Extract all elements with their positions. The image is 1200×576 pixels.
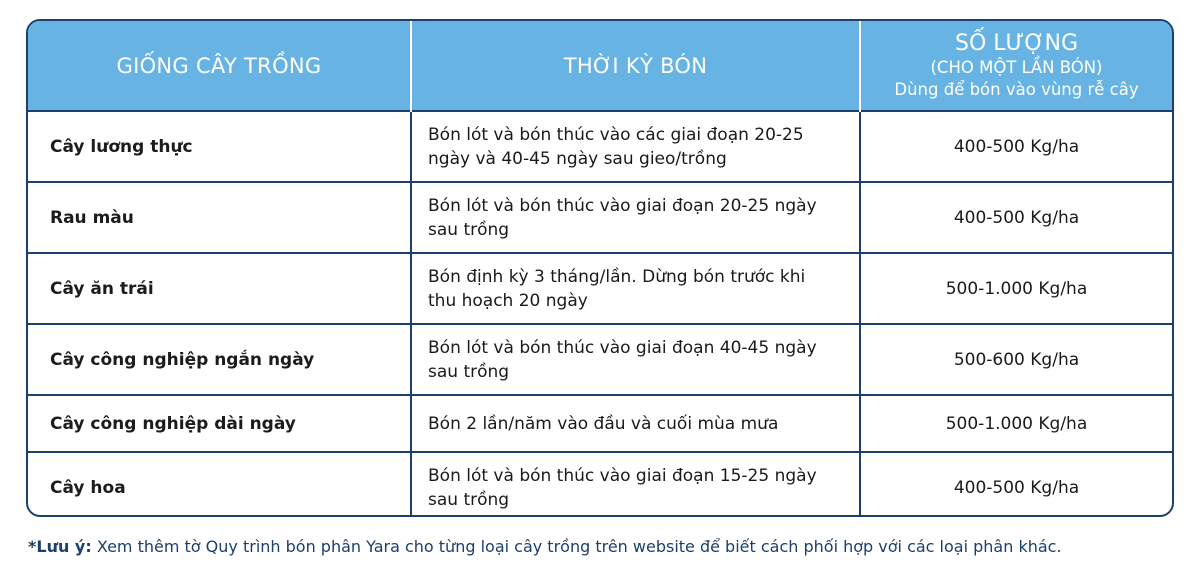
header-quantity: [860, 21, 1172, 111]
period-cell: [411, 395, 860, 452]
quantity-cell: 400-500 Kg/ha: [860, 111, 1172, 182]
quantity-cell: 500-600 Kg/ha: [860, 324, 1172, 395]
period-line: sau trồng: [428, 490, 510, 510]
crop-cell: Cây công nghiệp ngắn ngày: [28, 324, 411, 395]
quantity-cell: 400-500 Kg/ha: [860, 452, 1172, 517]
header-period-label: THỜI KỲ BÓN: [563, 53, 708, 78]
header-crop: [28, 21, 411, 111]
period-cell: [411, 182, 860, 253]
period-line: ngày và 40-45 ngày sau gieo/trồng: [428, 148, 727, 169]
crop-cell: Cây hoa: [28, 452, 411, 517]
period-cell: [411, 324, 860, 395]
table-row: [28, 253, 1172, 324]
quantity-cell: 500-1.000 Kg/ha: [860, 395, 1172, 452]
footnote-label: *Lưu ý:: [28, 537, 92, 556]
period-line: thu hoạch 20 ngày: [428, 290, 588, 311]
table-body: [28, 111, 1172, 517]
quantity-cell: 400-500 Kg/ha: [860, 182, 1172, 253]
header-crop-label: GIỐNG CÂY TRỒNG: [116, 53, 322, 78]
crop-cell: Cây công nghiệp dài ngày: [28, 395, 411, 452]
crop-cell: Rau màu: [28, 182, 411, 253]
header-row: [28, 21, 1172, 111]
period-line: Bón định kỳ 3 tháng/lần. Dừng bón trước khi: [428, 266, 806, 287]
header-period: [411, 21, 860, 111]
table-row: [28, 395, 1172, 452]
period-line: sau trồng: [428, 219, 510, 240]
period-line: Bón 2 lần/năm vào đầu và cuối mùa mưa: [428, 413, 779, 434]
table-row: [28, 452, 1172, 517]
table-row: [28, 324, 1172, 395]
period-line: Bón lót và bón thúc vào giai đoạn 20-25 ngày: [428, 195, 817, 216]
quantity-cell: 500-1.000 Kg/ha: [860, 253, 1172, 324]
table-row: [28, 111, 1172, 182]
period-line: Bón lót và bón thúc vào giai đoạn 40-45 ngày: [428, 337, 817, 358]
footnote-text: Xem thêm tờ Quy trình bón phân Yara cho từng loại cây trồng trên website để biết cách phối hợp với các loại phân khác.: [91, 537, 1062, 556]
period-cell: [411, 253, 860, 324]
header-quantity-title: SỐ LƯỢNG: [955, 30, 1078, 56]
fertilizer-table: [28, 21, 1172, 517]
crop-cell: Cây lương thực: [28, 111, 411, 182]
period-line: sau trồng: [428, 361, 510, 382]
footnote: [28, 537, 1062, 556]
header-quantity-subtitle: (CHO MỘT LẦN BÓN): [930, 57, 1103, 77]
period-line: Bón lót và bón thúc vào các giai đoạn 20-25: [428, 124, 804, 145]
period-cell: [411, 452, 860, 517]
period-cell: [411, 111, 860, 182]
table-row: [28, 182, 1172, 253]
period-line: Bón lót và bón thúc vào giai đoạn 15-25 ngày: [428, 466, 817, 486]
header-quantity-note: Dùng để bón vào vùng rễ cây: [894, 79, 1139, 99]
fertilizer-table-container: [26, 19, 1174, 517]
table-header: [28, 21, 1172, 111]
crop-cell: Cây ăn trái: [28, 253, 411, 324]
